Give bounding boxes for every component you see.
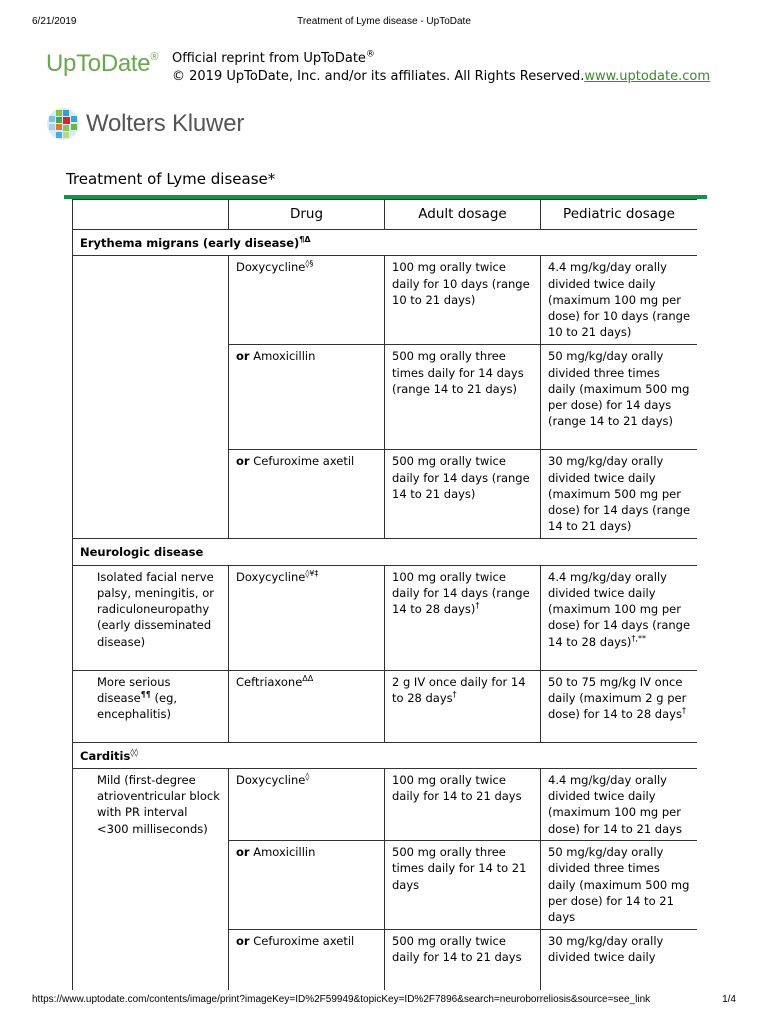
document-title: Treatment of Lyme disease* [66,170,276,188]
reprint-notice [172,50,710,86]
section-title: Carditis◊◊ [73,742,698,768]
pediatric-dosage-cell: 4.4 mg/kg/day orally divided twice daily (maximum 100 mg per dose) for 14 days (range 14 to 28 days)†,** [541,565,698,670]
drug-cell: Doxycycline◊¥‡ [229,565,385,670]
table-header-row [73,200,698,230]
pediatric-dosage-cell: 50 mg/kg/day orally divided three times daily (maximum 500 mg per dose) for 14 to 21 days [541,841,698,930]
adult-dosage-cell: 500 mg orally three times daily for 14 days (range 14 to 21 days) [385,345,541,450]
table-row [73,256,698,345]
wolters-kluwer-name: Wolters Kluwer [86,110,245,137]
condition-cell: Isolated facial nerve palsy, meningitis, or radiculoneuropathy (early disseminated disease) [73,565,229,670]
condition-cell [73,256,229,539]
drug-cell: Doxycycline◊ [229,768,385,840]
section-row-carditis [73,742,698,768]
header-adult-dosage: Adult dosage [385,200,541,230]
adult-dosage-cell: 500 mg orally twice daily for 14 days (range 14 to 21 days) [385,450,541,539]
adult-dosage-cell: 100 mg orally twice daily for 10 days (range 10 to 21 days) [385,256,541,345]
pediatric-dosage-cell: 30 mg/kg/day orally divided twice daily [541,930,698,990]
uptodate-logo-text: UpToDate [46,50,151,77]
adult-dosage-cell: 100 mg orally twice daily for 14 to 21 days [385,768,541,840]
section-title: Erythema migrans (early disease)$^{\P\Delta}$ [73,230,698,256]
header-drug: Drug [229,200,385,230]
print-date: 6/21/2019 [32,16,77,27]
header-condition [73,200,229,230]
table-row [73,670,698,742]
drug-cell: or Cefuroxime axetil [229,450,385,539]
section-title: Neurologic disease [73,539,698,565]
reprint-registered-mark: ® [365,49,375,60]
drug-cell: Doxycycline◊§ [229,256,385,345]
table-row [73,565,698,670]
section-row-erythema-migrans [73,230,698,256]
drug-cell: or Amoxicillin [229,841,385,930]
uptodate-site-link[interactable]: www.uptodate.com [584,69,710,84]
condition-cell: More serious disease¶¶ (eg, encephalitis) [73,670,229,742]
reprint-line-1: Official reprint from UpToDate [172,51,366,66]
drug-cell: or Cefuroxime axetil [229,930,385,990]
pediatric-dosage-cell: 4.4 mg/kg/day orally divided twice daily (maximum 100 mg per dose) for 10 days (range 10 to 21 days) [541,256,698,345]
wolters-kluwer-mark-icon [46,107,80,141]
print-page-title: Treatment of Lyme disease - UpToDate [297,16,471,27]
treatment-table [72,199,697,990]
pediatric-dosage-cell: 30 mg/kg/day orally divided twice daily (maximum 500 mg per dose) for 14 days (range 14 to 21 days) [541,450,698,539]
registered-mark: ® [150,51,159,63]
print-url: https://www.uptodate.com/contents/image/print?imageKey=ID%2F59949&topicKey=ID%2F7896&search=neuroborreliosis&source=see_link [32,994,651,1005]
pediatric-dosage-cell: 50 mg/kg/day orally divided three times daily (maximum 500 mg per dose) for 14 days (range 14 to 21 days) [541,345,698,450]
print-page-number: 1/4 [722,994,736,1005]
wolters-kluwer-logo[interactable] [46,106,244,142]
adult-dosage-cell: 500 mg orally three times daily for 14 to 21 days [385,841,541,930]
header-pediatric-dosage: Pediatric dosage [541,200,698,230]
adult-dosage-cell: 2 g IV once daily for 14 to 28 days† [385,670,541,742]
section-row-neurologic-disease [73,539,698,565]
adult-dosage-cell: 100 mg orally twice daily for 14 days (range 14 to 28 days)† [385,565,541,670]
pediatric-dosage-cell: 50 to 75 mg/kg IV once daily (maximum 2 g per dose) for 14 to 28 days† [541,670,698,742]
table-row [73,768,698,840]
adult-dosage-cell: 500 mg orally twice daily for 14 to 21 days [385,930,541,990]
drug-cell: or Amoxicillin [229,345,385,450]
uptodate-logo[interactable] [46,50,158,78]
pediatric-dosage-cell: 4.4 mg/kg/day orally divided twice daily (maximum 100 mg per dose) for 14 to 21 days [541,768,698,840]
copyright-line: © 2019 UpToDate, Inc. and/or its affiliates. All Rights Reserved. [172,69,585,84]
drug-cell: Ceftriaxone$^{\Delta\Delta}$ [229,670,385,742]
treatment-table-wrapper [72,199,697,990]
condition-cell: Mild (first-degree atrioventricular block with PR interval <300 milliseconds) [73,768,229,990]
